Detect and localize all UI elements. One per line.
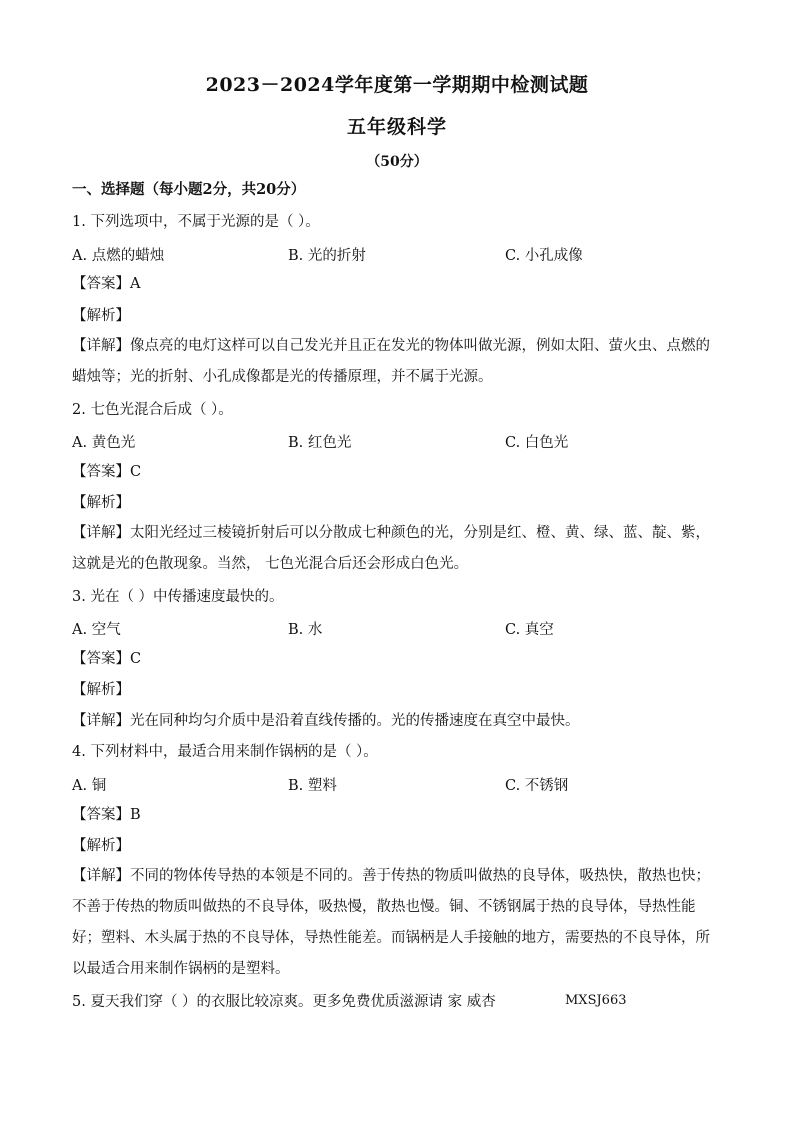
question-2-option-a: A. 黄色光 [72,435,136,451]
question-2-option-c: C. 白色光 [505,435,569,451]
section-heading: 一、选择题（每小题2分，共20分） [72,181,306,198]
question-2-detail: 【详解】太阳光经过三棱镜折射后可以分散成七种颜色的光，分别是红、橙、黄、绿、蓝、靛、紫，这就是光的色散现象。当然， 七色光混合后还会形成白色光。 [72,525,710,572]
question-1-analysis: 【解析】 [72,308,130,324]
document-code: MXSJ663 [565,993,627,1008]
question-3-answer: 【答案】C [72,651,142,667]
question-4-analysis: 【解析】 [72,838,130,854]
question-3-stem: 3. 光在（ ）中传播速度最快的。 [72,589,284,605]
question-3-option-c: C. 真空 [505,622,554,638]
question-2-analysis: 【解析】 [72,495,130,511]
question-2-stem: 2. 七色光混合后成（ ）。 [72,402,233,418]
question-4-answer: 【答案】B [72,807,141,823]
question-1-option-a: A. 点燃的蜡烛 [72,248,165,264]
question-1-option-b: B. 光的折射 [288,248,366,264]
question-4-option-a: A. 铜 [72,778,107,794]
question-2-option-b: B. 红色光 [288,435,352,451]
question-4-detail: 【详解】不同的物体传导热的本领是不同的。善于传热的物质叫做热的良导体，吸热快，散热也快；不善于传热的物质叫做热的不良导体，吸热慢，散热也慢。铜、不锈钢属于热的良导体，导热性能好；塑料、木头属于热的不良导体，导热性能差。而锅柄是人手接触的地方，需要热的不良导体，所以最适合用来制作锅柄的是塑料。 [72,868,710,977]
question-3-option-a: A. 空气 [72,622,121,638]
question-1-option-c: C. 小孔成像 [505,248,583,264]
exam-title: 2023－2024学年度第一学期期中检测试题 [205,74,589,96]
question-3-option-b: B. 水 [288,622,323,638]
question-1-answer: 【答案】A [72,276,141,292]
question-3-detail: 【详解】光在同种均匀介质中是沿着直线传播的。光的传播速度在真空中最快。 [72,713,580,729]
question-1-stem: 1. 下列选项中，不属于光源的是（ ）。 [72,214,320,230]
question-2-answer: 【答案】C [72,464,142,480]
question-4-option-c: C. 不锈钢 [505,778,569,794]
question-5-stem: 5. 夏天我们穿（ ）的衣服比较凉爽。更多免费优质滋源请 家 威杏 [72,994,496,1010]
question-4-stem: 4. 下列材料中，最适合用来制作锅柄的是（ ）。 [72,744,378,760]
exam-subtitle: 五年级科学 [346,116,447,138]
question-1-detail: 【详解】像点亮的电灯这样可以自己发光并且正在发光的物体叫做光源，例如太阳、萤火虫、点燃的蜡烛等；光的折射、小孔成像都是光的传播原理，并不属于光源。 [72,338,710,385]
exam-score: （50分） [366,154,428,170]
question-3-analysis: 【解析】 [72,682,130,698]
question-4-option-b: B. 塑料 [288,778,337,794]
